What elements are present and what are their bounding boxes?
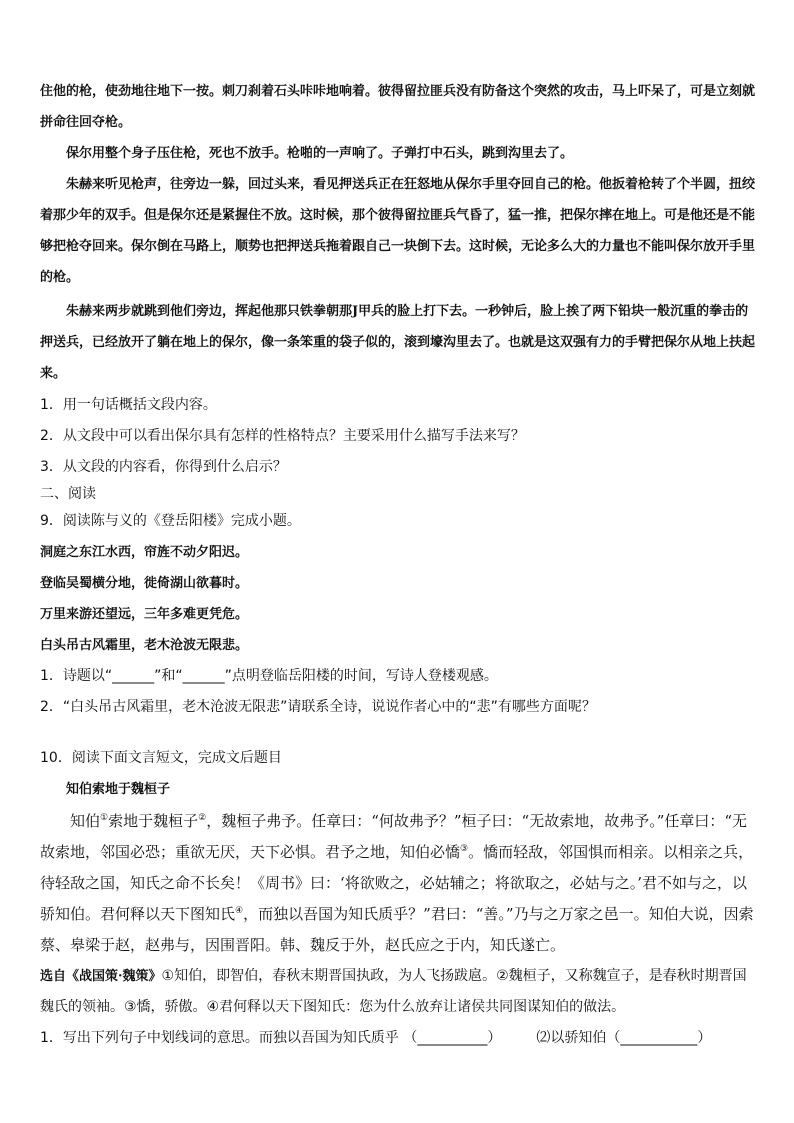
poem-line-2: 登临吴蜀横分地，徙倚湖山欲暮时。 (40, 576, 249, 591)
note-marker-2: ② (198, 813, 207, 823)
story-paragraph-1: 住他的枪，使劲地往地下一按。刺刀刹着石头咔咔地响着。彼得留拉匪兵没有防备这个突然的攻击，马上吓呆了，可是立刻就拼命往回夺枪。 (40, 84, 756, 130)
story-paragraph-4: 朱赫来两步就跳到他们旁边，挥起他那只铁拳朝那J甲兵的脸上打下去。一秒钟后，脸上挨了两下铅块一般沉重的拳击的押送兵，已经放开了躺在地上的保尔，像一条笨重的袋子似的，滚到壕沟里去了。也就是这双强有力的手臂把保尔从地上扶起来。 (40, 304, 756, 381)
note-marker-3: ③ (460, 844, 469, 854)
annotations: ①知伯，即智伯，春秋末期晋国执政，为人飞扬跋扈。②魏桓子，又称魏宣子，是春秋时期晋国魏氏的领袖。③憍，骄傲。④君何释以天下图知氏：您为什么放弃让诸侯共同图谋知伯的做法。 (40, 968, 747, 1015)
source-label: 选自 (40, 969, 67, 984)
section-heading: 二、阅读 (40, 486, 96, 502)
note-marker-1: ① (100, 813, 109, 823)
question-9-2: 2．“白头吊古风霜里，老木沧波无限悲”请联系全诗，说说作者心中的“悲”有哪些方面呢？ (40, 699, 596, 715)
question-8-2: 2．从文段中可以看出保尔具有怎样的性格特点？主要采用什么描写手法来写？ (40, 428, 525, 444)
question-8-3: 3．从文段的内容看，你得到什么启示？ (40, 459, 287, 475)
source-and-notes (40, 961, 756, 1023)
poem-line-4: 白头吊古风霜里，老木沧波无限悲。 (40, 638, 249, 653)
poem-line-3: 万里来游还望远，三年多难更凭危。 (40, 607, 249, 622)
question-10-1: 1．写出下列句子中划线词的意思。而独以吾国为知氏质乎 （__________） ⑵以骄知伯（___________） (40, 1030, 712, 1046)
question-9-1: 1．诗题以“______”和“______”点明登临岳阳楼的时间，写诗人登楼观感。 (40, 668, 498, 684)
question-8-1: 1．用一句话概括文段内容。 (40, 397, 217, 413)
poem-line-1: 洞庭之东江水西，帘旌不动夕阳迟。 (40, 545, 249, 560)
note-marker-4: ④ (235, 906, 244, 916)
story-paragraph-2: 保尔用整个身子压住枪，死也不放手。枪啪的一声响了。子弹打中石头，跳到沟里去了。 (66, 146, 574, 161)
question-9-title: 9．阅读陈与义的《登岳阳楼》完成小题。 (40, 513, 301, 529)
question-10-title: 10．阅读下面文言短文，完成文后题目 (40, 750, 282, 766)
classical-passage: 知伯①索地于魏桓子②，魏桓子弗予。任章曰：“何故弗予？”桓子曰：“无故索地，故弗予。”任章曰：“无故索地，邻国必恐；重欲无厌，天下必惧。君予之地，知伯必憍③。憍而轻敌，邻国惧而相亲。以相亲之兵，待轻敌之国，知氏之命不长矣！《周书》曰：‘将欲败之，必姑辅之；将欲取之，必姑与之。’君不如与之，以骄知伯。君何释以天下图知氏④，而独以吾国为知氏质乎？”君曰：“善。”乃与之万家之邑一。知伯大说，因索蔡、皋梁于赵，赵弗与，因围晋阳。韩、魏反于外，赵氏应之于内，知氏遂亡。 (40, 812, 754, 954)
source-title: 《战国策·魏策》 (66, 969, 162, 984)
story-paragraph-3: 朱赫来听见枪声，往旁边一躲，回过头来，看见押送兵正在狂怒地从保尔手里夺回自己的枪。他扳着枪转了个半圆，扭绞着那少年的双手。但是保尔还是紧握住不放。这时候，那个彼得留拉匪兵气昏了，猛一推，把保尔摔在地上。可是他还是不能够把枪夺回来。保尔倒在马路上，顺势也把押送兵拖着跟自己一块倒下去。这时候，无论多么大的力量也不能叫保尔放开手里的枪。 (40, 177, 756, 285)
question-10-subtitle: 知伯索地于魏桓子 (66, 782, 171, 797)
